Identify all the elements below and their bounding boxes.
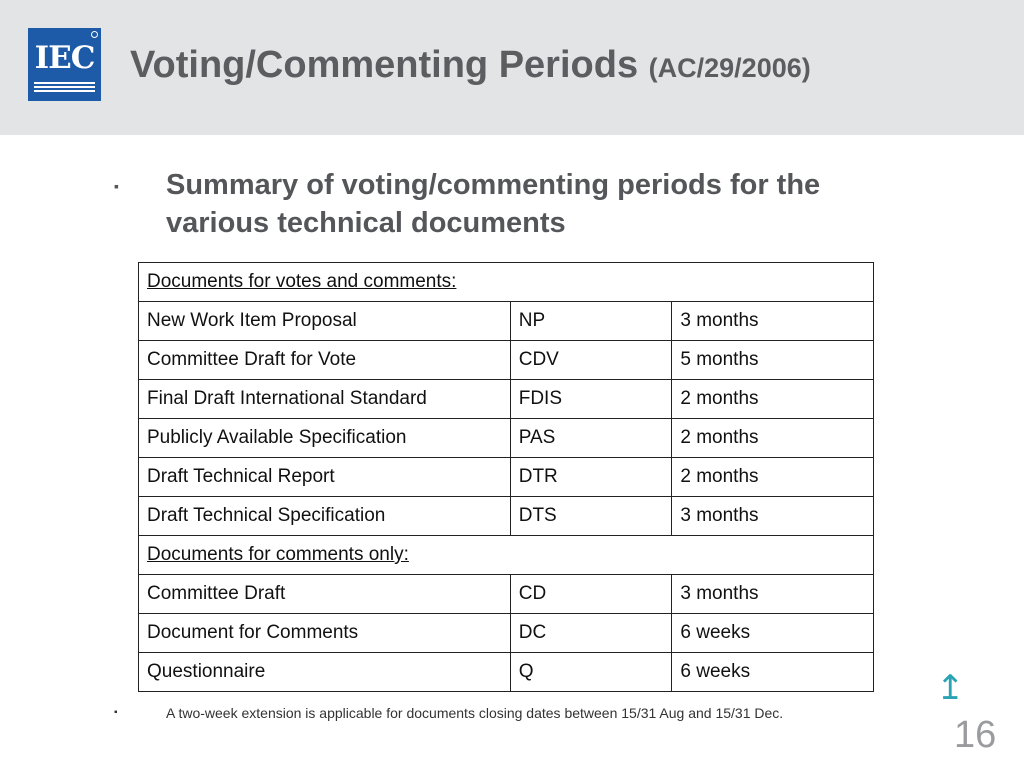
period-cell: 2 months (672, 458, 874, 497)
abbr-cell: CD (510, 575, 672, 614)
footnote-text: A two-week extension is applicable for documents closing dates between 15/31 Aug and 15/31 Dec. (166, 705, 784, 721)
document-cell: Questionnaire (139, 653, 511, 692)
period-cell: 3 months (672, 497, 874, 536)
document-cell: Draft Technical Specification (139, 497, 511, 536)
abbr-cell: CDV (510, 341, 672, 380)
page-title (130, 44, 811, 87)
table-row (139, 380, 874, 419)
table-section-row (139, 263, 874, 302)
document-cell: Draft Technical Report (139, 458, 511, 497)
page-number: 16 (954, 714, 997, 756)
note-bullet-icon: ▪ (114, 707, 118, 718)
table-row (139, 497, 874, 536)
table-row (139, 458, 874, 497)
title-sub: (AC/29/2006) (648, 53, 811, 83)
iec-logo (28, 28, 101, 101)
period-cell: 3 months (672, 575, 874, 614)
document-cell: Publicly Available Specification (139, 419, 511, 458)
period-cell: 2 months (672, 380, 874, 419)
period-cell: 6 weeks (672, 653, 874, 692)
abbr-cell: NP (510, 302, 672, 341)
summary-text: Summary of voting/commenting periods for the various technical documents (166, 169, 821, 239)
document-cell: Document for Comments (139, 614, 511, 653)
table-row (139, 653, 874, 692)
iec-logo-lines (34, 82, 95, 92)
table-row (139, 302, 874, 341)
document-cell: Committee Draft for Vote (139, 341, 511, 380)
document-cell: Committee Draft (139, 575, 511, 614)
period-cell: 2 months (672, 419, 874, 458)
table-section-row (139, 536, 874, 575)
table-row (139, 614, 874, 653)
abbr-cell: PAS (510, 419, 672, 458)
section-label: Documents for votes and comments: (139, 263, 874, 302)
title-main: Voting/Commenting Periods (130, 44, 639, 86)
table-row (139, 575, 874, 614)
document-cell: Final Draft International Standard (139, 380, 511, 419)
abbr-cell: DC (510, 614, 672, 653)
registered-mark-icon (91, 31, 98, 38)
abbr-cell: DTS (510, 497, 672, 536)
iec-logo-text: IEC (34, 40, 95, 76)
bullet-icon: ▪ (114, 178, 119, 194)
abbr-cell: FDIS (510, 380, 672, 419)
section-label: Documents for comments only: (139, 536, 874, 575)
header-bar (0, 0, 1024, 135)
return-arrow-icon[interactable]: ↥ (936, 669, 965, 707)
abbr-cell: Q (510, 653, 672, 692)
voting-periods-table (138, 262, 874, 692)
table-row (139, 341, 874, 380)
document-cell: New Work Item Proposal (139, 302, 511, 341)
period-cell: 3 months (672, 302, 874, 341)
table-row (139, 419, 874, 458)
abbr-cell: DTR (510, 458, 672, 497)
period-cell: 5 months (672, 341, 874, 380)
period-cell: 6 weeks (672, 614, 874, 653)
